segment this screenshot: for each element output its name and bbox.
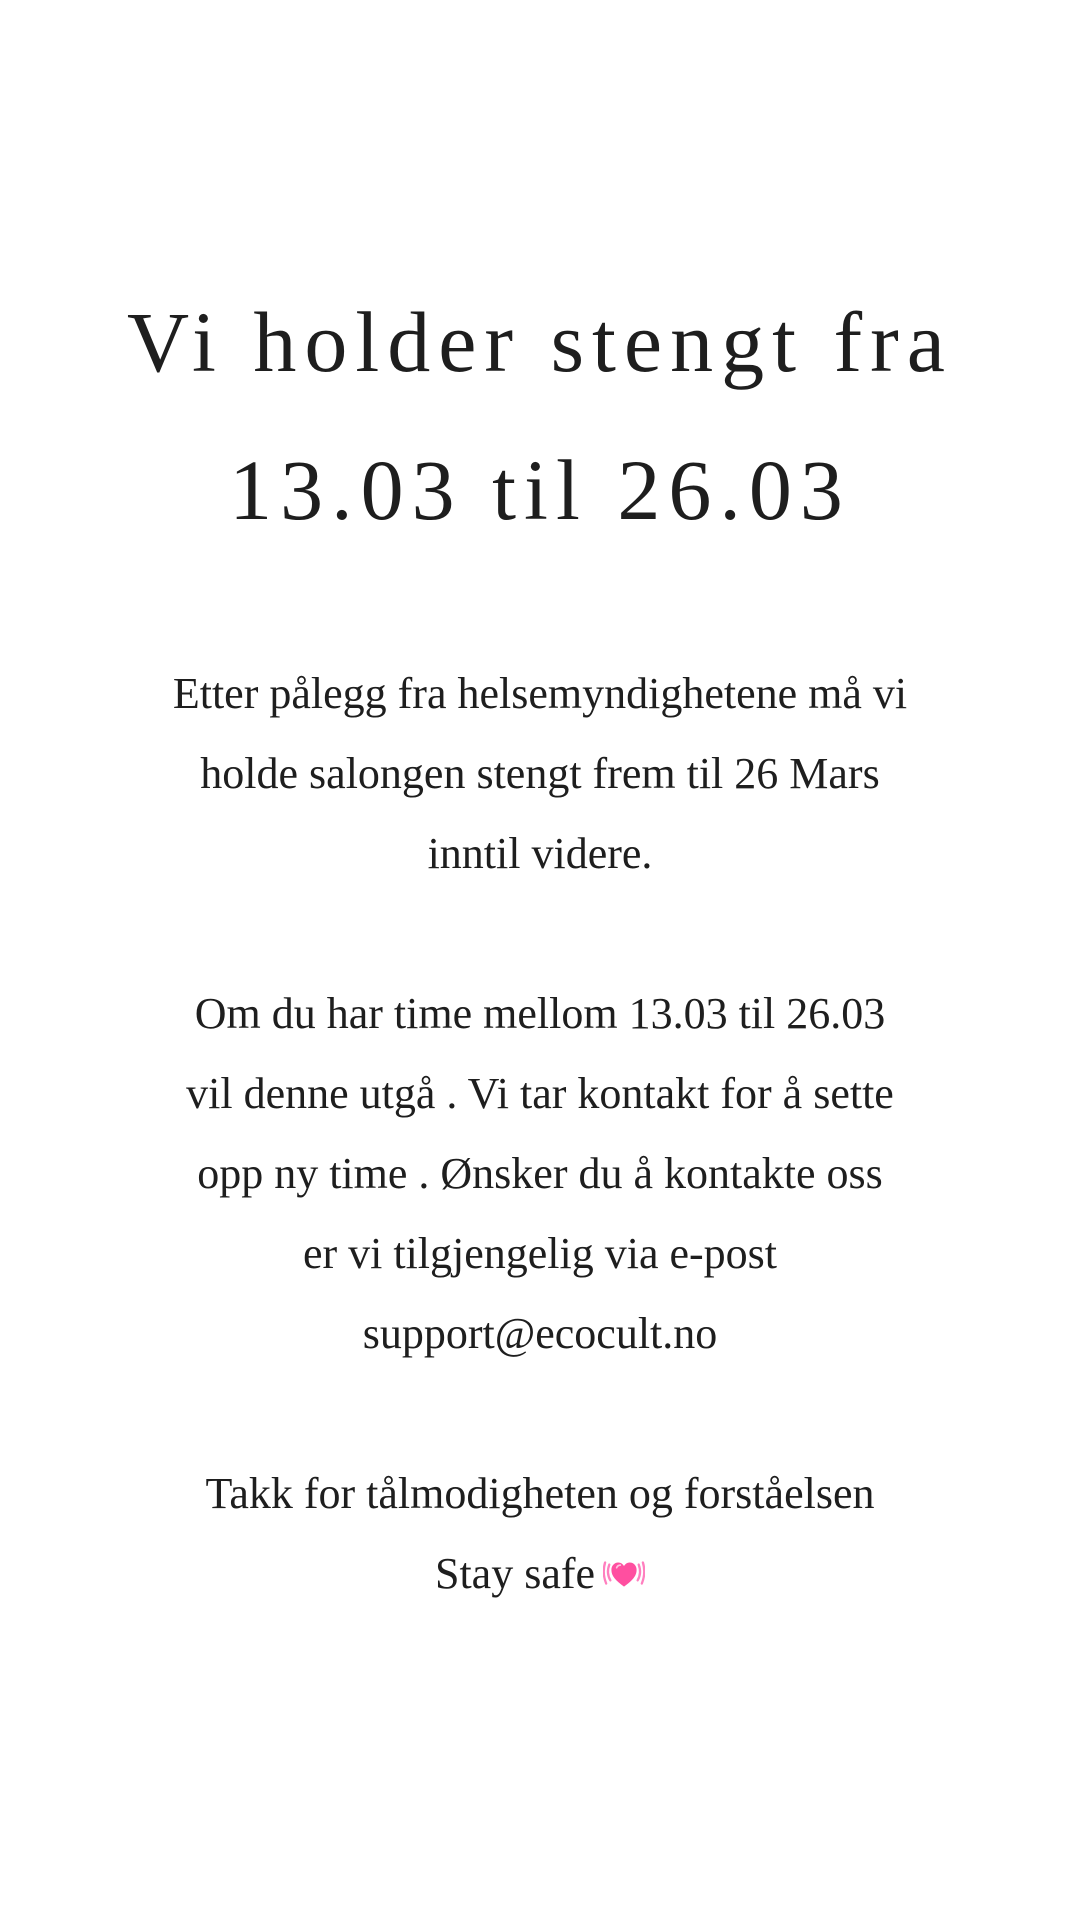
appointment-line-2: vil denne utgå . Vi tar kontakt for å sette bbox=[186, 1069, 894, 1118]
headline-line-1: Vi holder stengt fra bbox=[127, 294, 953, 390]
headline bbox=[0, 268, 1080, 564]
closing-line-2 bbox=[90, 1534, 990, 1614]
growing-heart-icon bbox=[603, 1552, 645, 1594]
notice-line-3: inntil videre. bbox=[427, 829, 653, 878]
notice-line-1: Etter pålegg fra helsemyndighetene må vi bbox=[172, 669, 908, 718]
headline-line-2: 13.03 til 26.03 bbox=[229, 442, 851, 538]
appointment-line-4: er vi tilgjengelig via e-post bbox=[302, 1229, 778, 1278]
appointment-line-1: Om du har time mellom 13.03 til 26.03 bbox=[194, 989, 886, 1038]
notice-line-2: holde salongen stengt frem til 26 Mars bbox=[200, 749, 880, 798]
appointment-line-3: opp ny time . Ønsker du å kontakte oss bbox=[197, 1149, 883, 1198]
closure-notice-paragraph bbox=[90, 654, 990, 894]
appointment-info-paragraph bbox=[90, 974, 990, 1374]
support-email: support@ecocult.no bbox=[362, 1309, 718, 1358]
stay-safe-text: Stay safe bbox=[434, 1549, 596, 1598]
closing-paragraph bbox=[90, 1454, 990, 1614]
closing-line-1: Takk for tålmodigheten og forståelsen bbox=[205, 1469, 875, 1518]
